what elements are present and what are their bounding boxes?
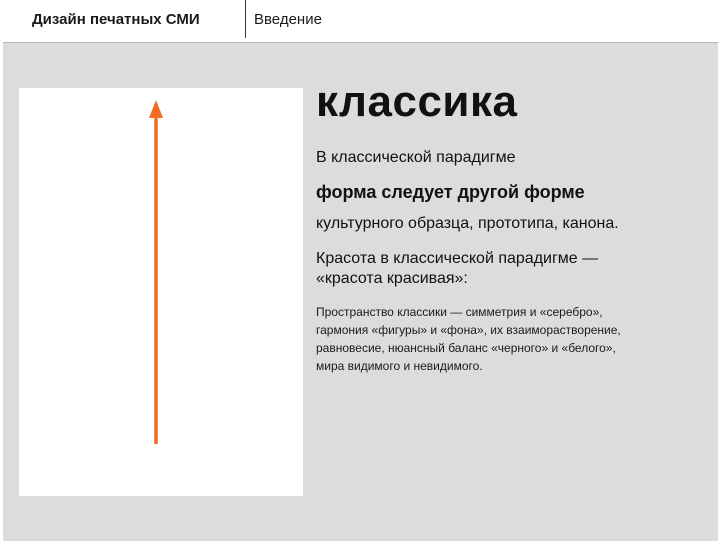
paragraph-beauty xyxy=(316,249,706,289)
illustration-panel xyxy=(19,88,303,496)
space-line: равновесие, нюансный баланс «черного» и «белого», xyxy=(316,341,616,355)
paragraph-space xyxy=(316,303,706,375)
space-line: Пространство классики — симметрия и «серебро», xyxy=(316,305,603,319)
slide-title: классика xyxy=(316,77,518,126)
header-bar xyxy=(0,0,720,42)
space-line: гармония «фигуры» и «фона», их взаиморастворение, xyxy=(316,323,621,337)
course-title: Дизайн печатных СМИ xyxy=(32,11,200,28)
up-arrow-icon xyxy=(19,88,303,496)
paragraph-culture: культурного образца, прототипа, канона. xyxy=(316,215,619,232)
paragraph-classic: В классической парадигме xyxy=(316,149,516,166)
header-divider xyxy=(245,0,246,38)
arrow-head xyxy=(149,100,163,118)
paragraph-form: форма следует другой форме xyxy=(316,182,585,202)
beauty-line: Красота в классической парадигме — xyxy=(316,250,599,267)
section-title: Введение xyxy=(254,11,322,28)
slide-content xyxy=(316,76,706,375)
beauty-line: «красота красивая»: xyxy=(316,270,468,287)
space-line: мира видимого и невидимого. xyxy=(316,359,483,373)
